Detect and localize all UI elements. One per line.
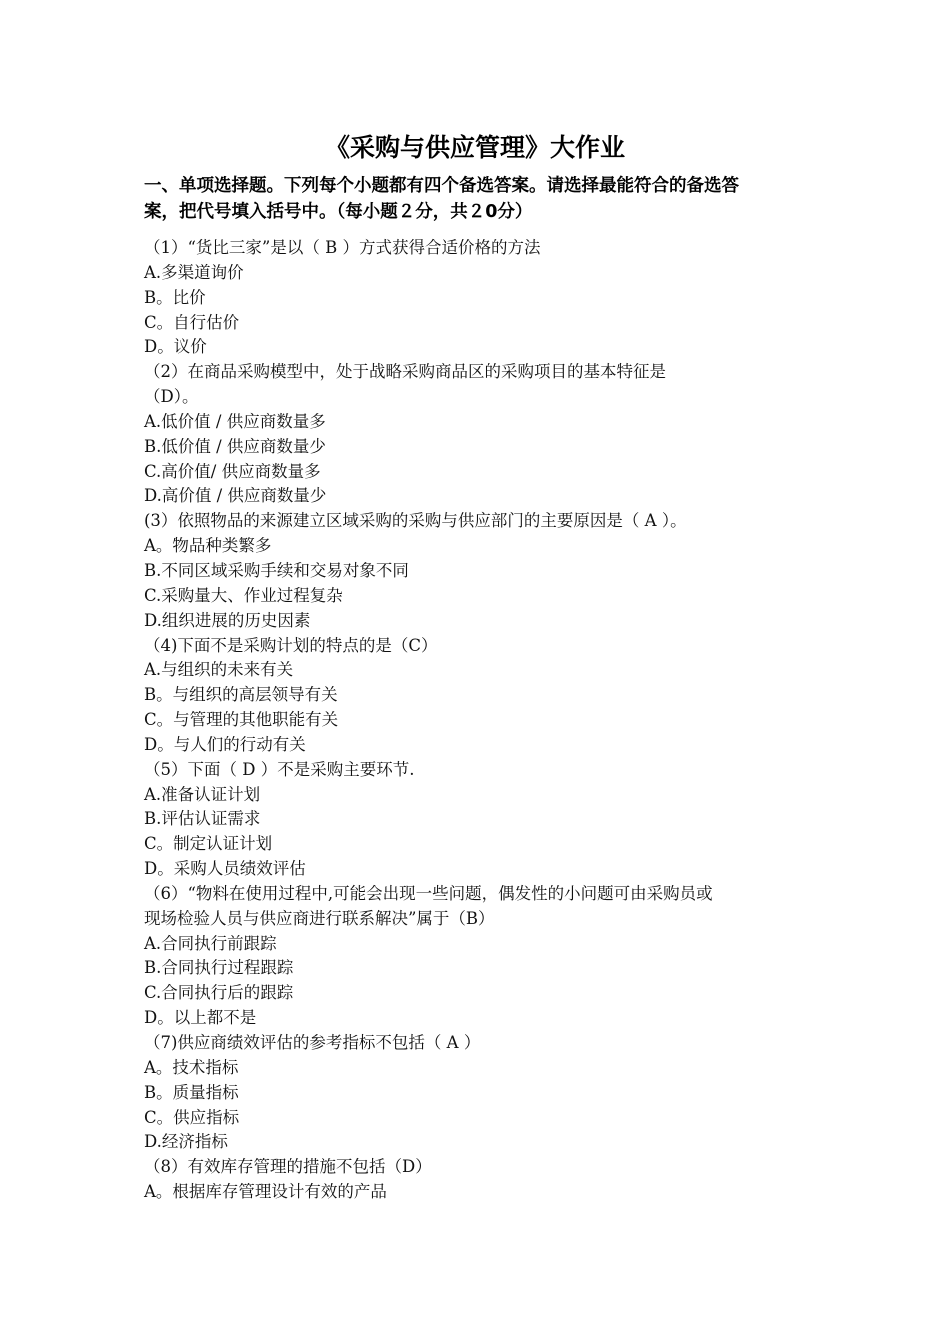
text-line: A。物品种类繁多 — [144, 536, 272, 556]
section-heading — [144, 173, 824, 225]
text-line: D.经济指标 — [144, 1132, 228, 1152]
text-line: C.高价值/ 供应商数量多 — [144, 461, 321, 481]
text-line: B。比价 — [144, 287, 206, 307]
text-line: A.合同执行前跟踪 — [144, 933, 277, 953]
text-line: （D）。 — [144, 387, 199, 407]
text-line: B.不同区域采购手续和交易对象不同 — [144, 560, 409, 580]
text-line: （4)下面不是采购计划的特点的是（C） — [144, 635, 438, 655]
text-line: （2）在商品采购模型中，处于战略采购商品区的采购项目的基本特征是 — [144, 362, 666, 382]
text-line: D。采购人员绩效评估 — [144, 859, 306, 879]
text-line: C.合同执行后的跟踪 — [144, 983, 294, 1003]
text-line: C。制定认证计划 — [144, 834, 273, 854]
text-line: （1）“货比三家”是以（ B ）方式获得合适价格的方法 — [144, 238, 541, 257]
text-line: （8）有效库存管理的措施不包括（D） — [144, 1157, 432, 1177]
text-line: （7)供应商绩效评估的参考指标不包括（ A ） — [144, 1033, 481, 1052]
text-line: D.高价值 / 供应商数量少 — [144, 486, 327, 506]
text-line: A.低价值 / 供应商数量多 — [144, 411, 326, 431]
text-line: A。根据库存管理设计有效的产品 — [144, 1182, 387, 1202]
text-line: C.采购量大、作业过程复杂 — [144, 585, 343, 605]
text-line: D。与人们的行动有关 — [144, 734, 306, 754]
text-line: (3）依照物品的来源建立区域采购的采购与供应部门的主要原因是（ A ）。 — [144, 511, 687, 531]
section-heading-line: 案，把代号填入括号中。（每小题２分，共２0分） — [144, 202, 533, 222]
text-line: B.评估认证需求 — [144, 809, 261, 829]
text-line: 现场检验人员与供应商进行联系解决”属于（B） — [144, 908, 495, 928]
text-line: C。自行估价 — [144, 312, 240, 332]
text-line: C。与管理的其他职能有关 — [144, 710, 339, 730]
text-line: C。供应指标 — [144, 1107, 240, 1127]
text-line: D。议价 — [144, 337, 207, 357]
section-heading-line: 一、单项选择题。下列每个小题都有四个备选答案。请选择最能符合的备选答 — [144, 176, 739, 196]
text-line: B.低价值 / 供应商数量少 — [144, 436, 326, 456]
text-line: D.组织进展的历史因素 — [144, 610, 311, 630]
text-line: A.与组织的未来有关 — [144, 660, 294, 680]
question-list — [144, 236, 824, 1205]
text-line: B。与组织的高层领导有关 — [144, 685, 338, 705]
text-line: A。技术指标 — [144, 1057, 239, 1077]
text-line: B。质量指标 — [144, 1082, 239, 1102]
text-line: （6）“物料在使用过程中,可能会出现一些问题，偶发性的小问题可由采购员或 — [144, 883, 713, 903]
text-line: B.合同执行过程跟踪 — [144, 958, 294, 978]
document-title: 《采购与供应管理》大作业 — [324, 133, 625, 162]
text-line: （5）下面（ D ）不是采购主要环节. — [144, 759, 415, 779]
text-line: A.多渠道询价 — [144, 262, 244, 282]
text-line: A.准备认证计划 — [144, 784, 261, 804]
text-line: D。以上都不是 — [144, 1008, 257, 1028]
